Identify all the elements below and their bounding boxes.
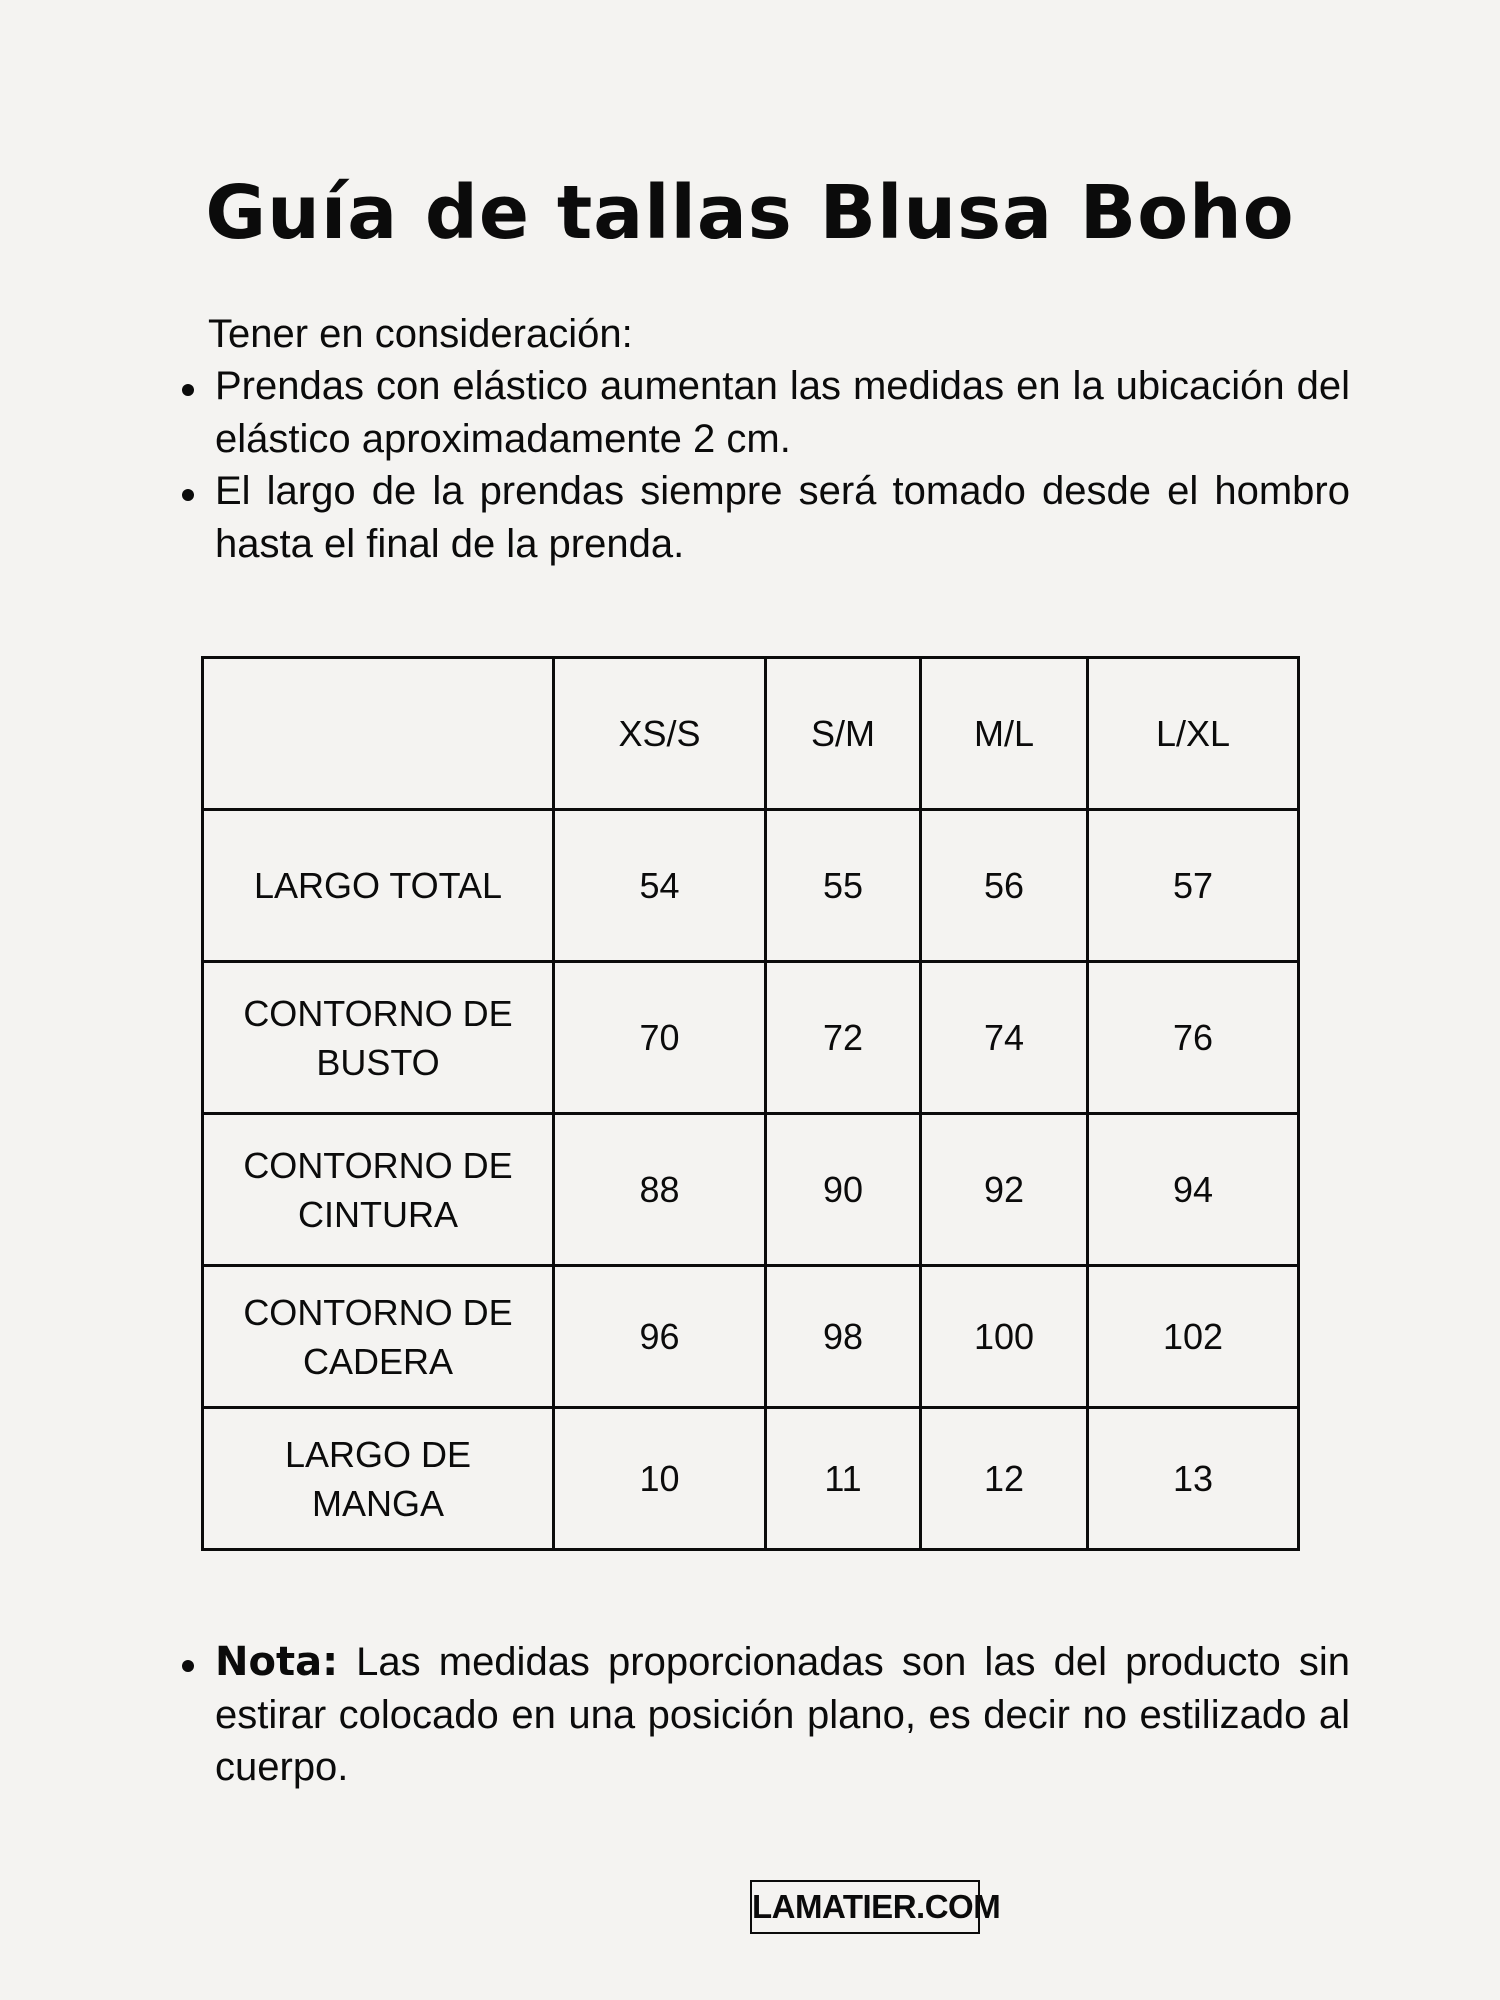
table-cell: 92 (921, 1114, 1088, 1266)
row-label: CONTORNO DE CADERA (203, 1266, 554, 1408)
table-header-row (203, 658, 1299, 810)
intro-text: Tener en consideración: (208, 312, 633, 356)
table-header-cell: XS/S (554, 658, 766, 810)
table-row (203, 1266, 1299, 1408)
table-cell: 90 (766, 1114, 921, 1266)
footnote-text: Las medidas proporcionadas son las del producto sin estirar colocado en una posición plano, es decir no estilizado al cuerpo. (215, 1640, 1350, 1789)
table-cell: 11 (766, 1408, 921, 1550)
table-row (203, 810, 1299, 962)
footnote-list (180, 1636, 1350, 1794)
footnote-label: Nota: (215, 1639, 339, 1685)
size-table (201, 656, 1300, 1551)
note-item-length: El largo de la prendas siempre será tomado desde el hombro hasta el final de la prenda. (180, 465, 1350, 570)
table-cell: 72 (766, 962, 921, 1114)
brand-logo: LAMATIER.COM (750, 1880, 980, 1934)
table-cell: 76 (1088, 962, 1299, 1114)
table-cell: 57 (1088, 810, 1299, 962)
table-cell: 74 (921, 962, 1088, 1114)
table-cell: 56 (921, 810, 1088, 962)
table-cell: 54 (554, 810, 766, 962)
row-label: CONTORNO DE CINTURA (203, 1114, 554, 1266)
table-cell: 12 (921, 1408, 1088, 1550)
table-cell: 70 (554, 962, 766, 1114)
table-row (203, 1408, 1299, 1550)
table-header-cell: L/XL (1088, 658, 1299, 810)
table-cell: 98 (766, 1266, 921, 1408)
table-row (203, 1114, 1299, 1266)
table-cell: 55 (766, 810, 921, 962)
table-header-cell (203, 658, 554, 810)
notes-list (180, 360, 1350, 570)
table-header-cell: S/M (766, 658, 921, 810)
table-cell: 94 (1088, 1114, 1299, 1266)
table-cell: 88 (554, 1114, 766, 1266)
table-cell: 13 (1088, 1408, 1299, 1550)
note-item-elastic: Prendas con elástico aumentan las medidas en la ubicación del elástico aproximadamente 2 cm. (180, 360, 1350, 465)
table-header-cell: M/L (921, 658, 1088, 810)
row-label: CONTORNO DE BUSTO (203, 962, 554, 1114)
table-cell: 100 (921, 1266, 1088, 1408)
row-label: LARGO DE MANGA (203, 1408, 554, 1550)
table-row (203, 962, 1299, 1114)
page-title: Guía de tallas Blusa Boho (205, 170, 1295, 256)
table-cell: 96 (554, 1266, 766, 1408)
row-label: LARGO TOTAL (203, 810, 554, 962)
table-cell: 102 (1088, 1266, 1299, 1408)
table-cell: 10 (554, 1408, 766, 1550)
footnote-item (180, 1636, 1350, 1794)
